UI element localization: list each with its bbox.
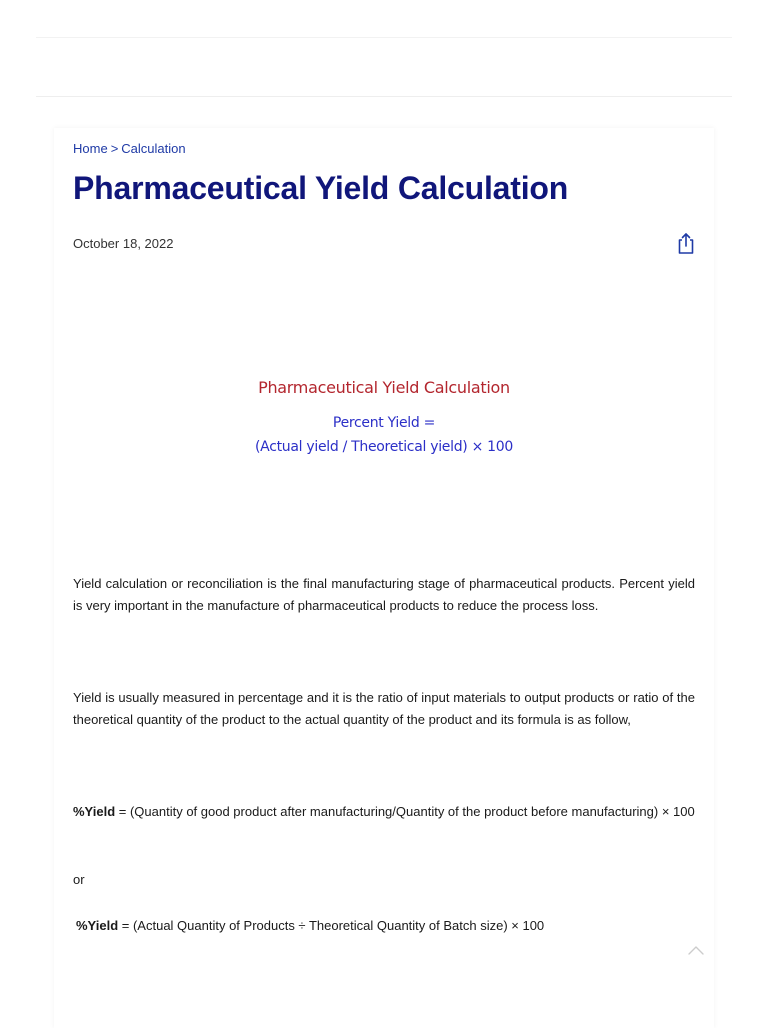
definition-paragraph: Yield is usually measured in percentage and it is the ratio of input materials to output products or ratio of the theoretical quantity of the product to the actual quantity of the product and its formula is as follow, [73, 690, 695, 727]
breadcrumb-separator: > [110, 141, 119, 156]
publish-date: October 18, 2022 [73, 236, 174, 251]
or-text: or [73, 872, 85, 887]
featured-image [54, 378, 714, 455]
scroll-to-top-button[interactable] [686, 940, 706, 960]
formula-2-label: %Yield [76, 918, 119, 933]
breadcrumb-category-link[interactable]: Calculation [121, 141, 186, 156]
featured-image-formula-label: Percent Yield = [332, 415, 436, 431]
featured-image-title: Pharmaceutical Yield Calculation [258, 378, 510, 397]
page-title: Pharmaceutical Yield Calculation [73, 170, 569, 206]
formula-1-label: %Yield [73, 804, 116, 819]
share-icon [676, 231, 696, 255]
formula-paragraph-1 [73, 801, 695, 823]
breadcrumb-home-link[interactable]: Home [73, 141, 108, 156]
share-button[interactable] [676, 231, 696, 255]
featured-image-formula: (Actual yield / Theoretical yield) × 100 [255, 439, 513, 455]
top-navigation-bar [36, 37, 732, 97]
formula-1-text: = (Quantity of good product after manufacturing/Quantity of the product before manufacturing) × 100 [115, 804, 695, 819]
breadcrumb [73, 141, 186, 156]
chevron-up-icon [686, 940, 706, 960]
formula-2-text: = (Actual Quantity of Products ÷ Theoretical Quantity of Batch size) × 100 [118, 918, 545, 933]
intro-paragraph: Yield calculation or reconciliation is the final manufacturing stage of pharmaceutical products. Percent yield is very important in the manufacture of pharmaceutical products to reduce the process loss. [73, 576, 695, 613]
formula-paragraph-2 [73, 915, 698, 937]
article-card [54, 128, 714, 1028]
